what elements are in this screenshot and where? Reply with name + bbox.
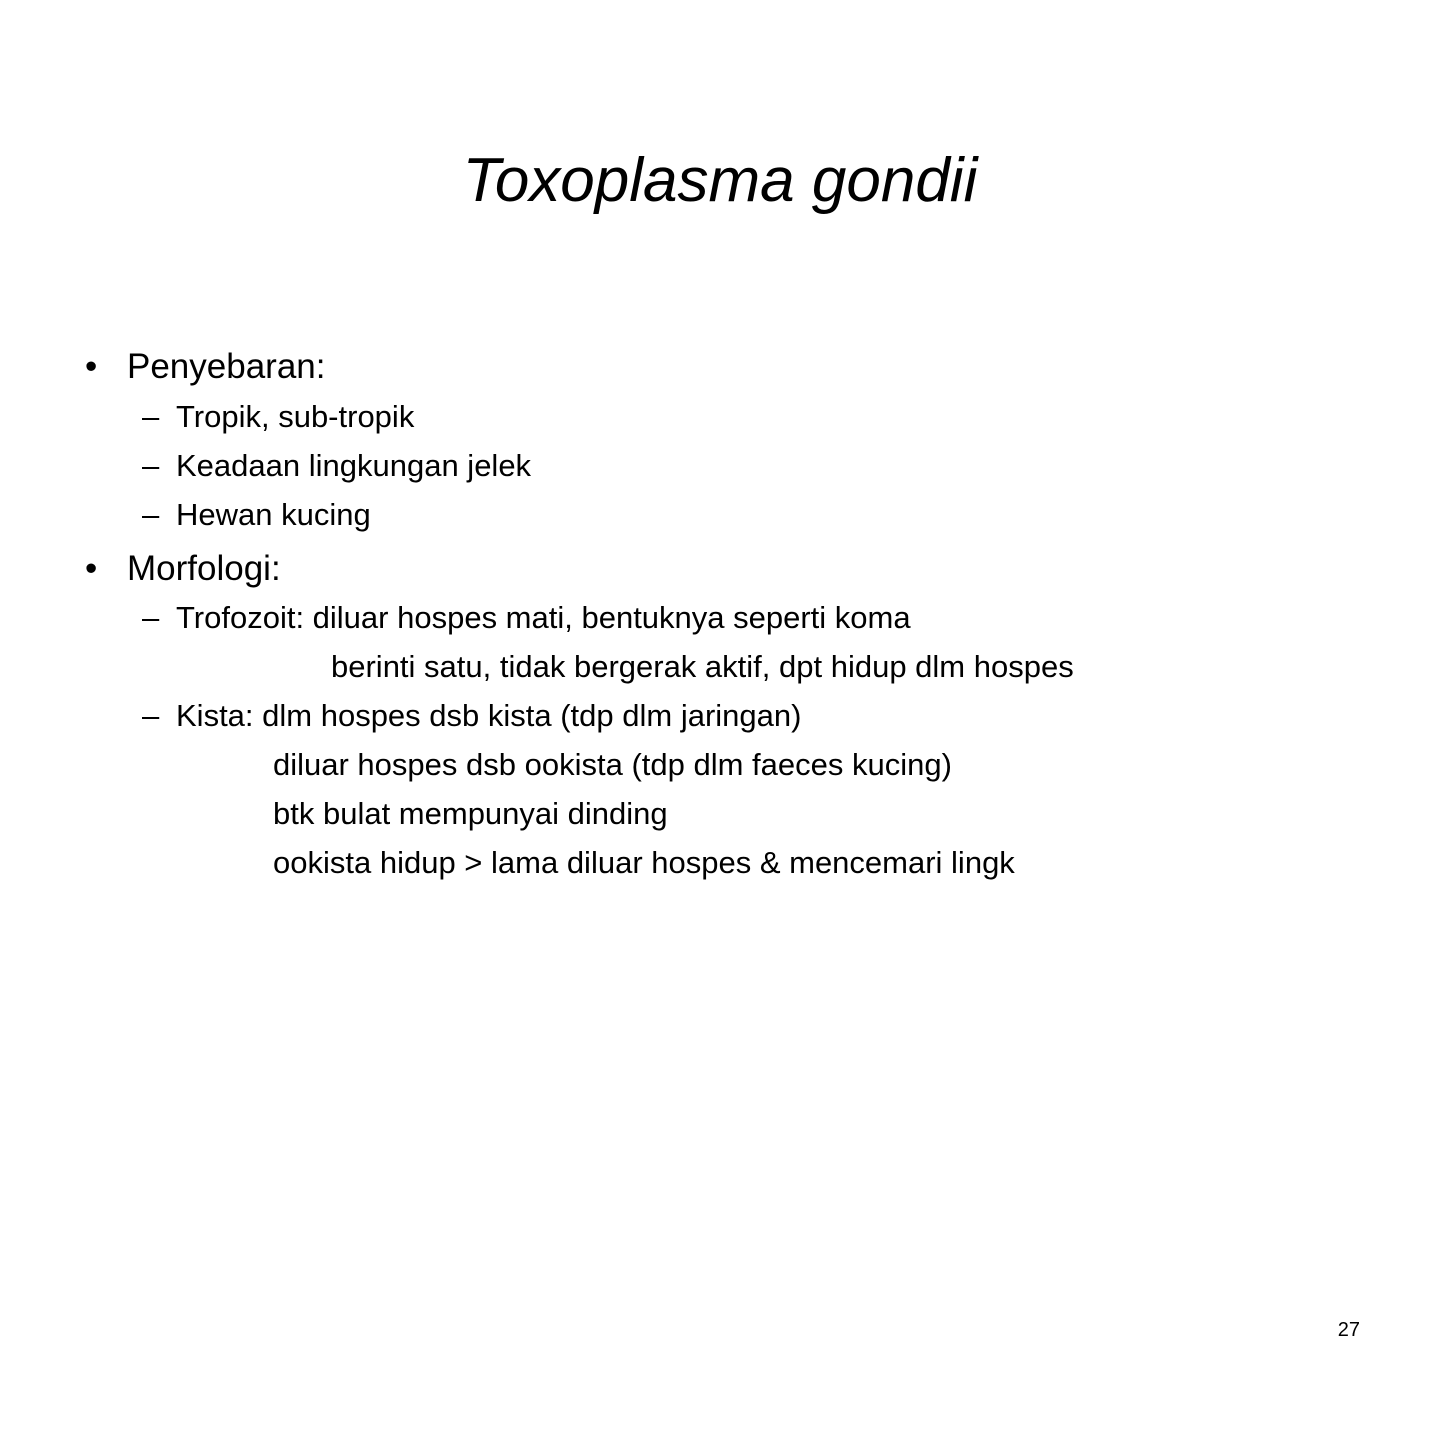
section-heading-text: Morfologi: xyxy=(127,549,281,588)
list-item-continuation: berinti satu, tidak bergerak aktif, dpt hidup dlm hospes xyxy=(331,649,1074,684)
bullet-dash: – xyxy=(142,399,160,434)
list-item-text: Hewan kucing xyxy=(176,497,371,532)
list-item-text: Keadaan lingkungan jelek xyxy=(176,448,532,483)
bullet-dash: – xyxy=(142,600,160,635)
list-item-continuation: ookista hidup > lama diluar hospes & mencemari lingk xyxy=(273,845,1015,880)
list-item-continuation: diluar hospes dsb ookista (tdp dlm faeces kucing) xyxy=(273,747,952,782)
list-item-text: Tropik, sub-tropik xyxy=(176,399,415,434)
list-item-text: Trofozoit: diluar hospes mati, bentuknya seperti koma xyxy=(176,600,911,635)
list-item-text: Kista: dlm hospes dsb kista (tdp dlm jaringan) xyxy=(176,698,802,733)
list-item-continuation: btk bulat mempunyai dinding xyxy=(273,796,668,831)
page-number: 27 xyxy=(1337,1319,1360,1341)
section-heading-text: Penyebaran: xyxy=(127,347,326,386)
bullet-dash: – xyxy=(142,497,160,532)
slide-title: Toxoplasma gondii xyxy=(462,146,978,215)
bullet-dot: • xyxy=(85,347,98,386)
bullet-dash: – xyxy=(142,698,160,733)
bullet-dash: – xyxy=(142,448,160,483)
bullet-dot: • xyxy=(85,549,98,588)
